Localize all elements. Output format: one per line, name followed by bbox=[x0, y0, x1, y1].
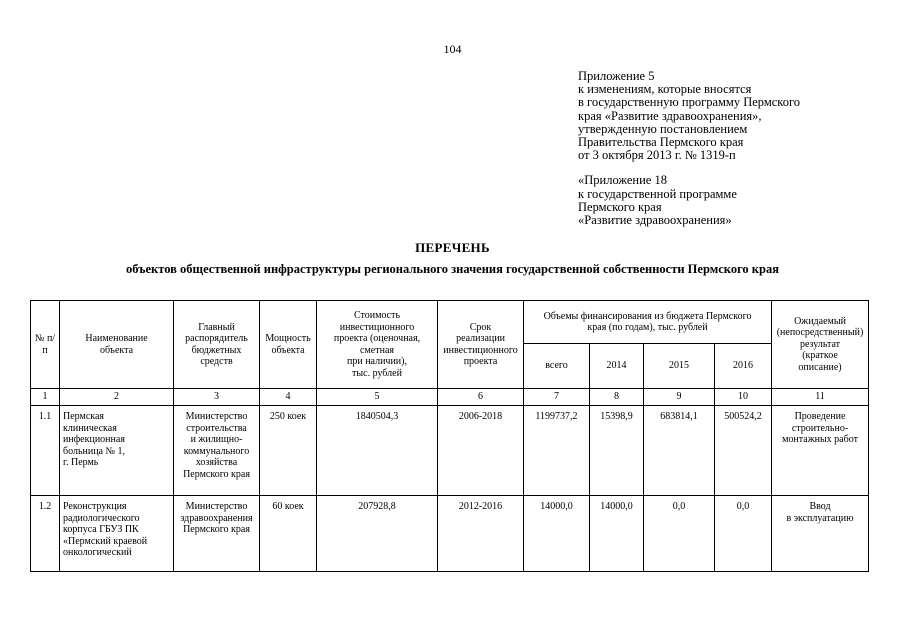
cell-name: Реконструкция радиологического корпуса ГБУЗ ПК «Пермский краевой онкологический bbox=[60, 496, 174, 572]
header-num: № п/п bbox=[31, 301, 60, 389]
cell-result: Ввод в эксплуатацию bbox=[772, 496, 869, 572]
cell-cost: 207928,8 bbox=[317, 496, 438, 572]
column-number: 7 bbox=[524, 389, 590, 406]
header-name: Наименование объекта bbox=[60, 301, 174, 389]
appendix-line: к государственной программе bbox=[578, 186, 737, 201]
column-number: 11 bbox=[772, 389, 869, 406]
header-capacity: Мощность объекта bbox=[260, 301, 317, 389]
cell-result: Проведение строительно- монтажных работ bbox=[772, 406, 869, 496]
column-number: 6 bbox=[438, 389, 524, 406]
header-2015: 2015 bbox=[644, 344, 715, 389]
cell-period: 2012-2016 bbox=[438, 496, 524, 572]
cell-total: 14000,0 bbox=[524, 496, 590, 572]
header-2014: 2014 bbox=[590, 344, 644, 389]
appendix-line: Приложение 5 bbox=[578, 69, 655, 83]
header-period: Срок реализации инвестиционного проекта bbox=[438, 301, 524, 389]
appendix-line: утвержденную постановлением bbox=[578, 121, 748, 136]
cell-manager: Министерство здравоохранения Пермского края bbox=[174, 496, 260, 572]
table-row bbox=[31, 496, 869, 572]
table-header-row bbox=[31, 301, 869, 344]
cell-2015: 0,0 bbox=[644, 496, 715, 572]
header-total: всего bbox=[524, 344, 590, 389]
column-number: 5 bbox=[317, 389, 438, 406]
cell-period: 2006-2018 bbox=[438, 406, 524, 496]
cell-name: Пермская клиническая инфекционная больница № 1, г. Пермь bbox=[60, 406, 174, 496]
column-numbers-row bbox=[31, 389, 869, 406]
cell-capacity: 250 коек bbox=[260, 406, 317, 496]
header-2016: 2016 bbox=[715, 344, 772, 389]
appendix-line: к изменениям, которые вносятся bbox=[578, 82, 752, 97]
appendix-line: в государственную программу Пермского bbox=[578, 95, 801, 110]
appendix-line: края «Развитие здравоохранения», bbox=[578, 108, 762, 123]
appendix-note bbox=[578, 70, 800, 227]
cell-cost: 1840504,3 bbox=[317, 406, 438, 496]
cell-num: 1.2 bbox=[31, 496, 60, 572]
cell-2016: 500524,2 bbox=[715, 406, 772, 496]
objects-table bbox=[30, 300, 869, 572]
column-number: 9 bbox=[644, 389, 715, 406]
table-row bbox=[31, 406, 869, 496]
cell-capacity: 60 коек bbox=[260, 496, 317, 572]
document-subtitle: объектов общественной инфраструктуры регионального значения государственной собственности Пермского края bbox=[126, 262, 779, 276]
column-number: 4 bbox=[260, 389, 317, 406]
column-number: 10 bbox=[715, 389, 772, 406]
document-title: ПЕРЕЧЕНЬ bbox=[415, 240, 490, 255]
cell-2015: 683814,1 bbox=[644, 406, 715, 496]
header-cost: Стоимость инвестиционного проекта (оценочная, сметная при наличии), тыс. рублей bbox=[317, 301, 438, 389]
header-funding: Объемы финансирования из бюджета Пермского края (по годам), тыс. рублей bbox=[524, 301, 772, 344]
column-number: 1 bbox=[31, 389, 60, 406]
appendix-line: «Приложение 18 bbox=[578, 173, 667, 188]
cell-2014: 15398,9 bbox=[590, 406, 644, 496]
cell-num: 1.1 bbox=[31, 406, 60, 496]
header-result: Ожидаемый (непосредственный) результат (краткое описание) bbox=[772, 301, 869, 389]
column-number: 2 bbox=[60, 389, 174, 406]
appendix-line: от 3 октября 2013 г. № 1319-п bbox=[578, 148, 736, 163]
header-manager: Главный распорядитель бюджетных средств bbox=[174, 301, 260, 389]
cell-2016: 0,0 bbox=[715, 496, 772, 572]
column-number: 8 bbox=[590, 389, 644, 406]
cell-manager: Министерство строительства и жилищно- коммунального хозяйства Пермского края bbox=[174, 406, 260, 496]
page-number: 104 bbox=[443, 42, 462, 56]
appendix-line: Правительства Пермского края bbox=[578, 135, 744, 150]
appendix-line: «Развитие здравоохранения» bbox=[578, 213, 732, 228]
cell-total: 1199737,2 bbox=[524, 406, 590, 496]
column-number: 3 bbox=[174, 389, 260, 406]
cell-2014: 14000,0 bbox=[590, 496, 644, 572]
appendix-line: Пермского края bbox=[578, 199, 662, 214]
